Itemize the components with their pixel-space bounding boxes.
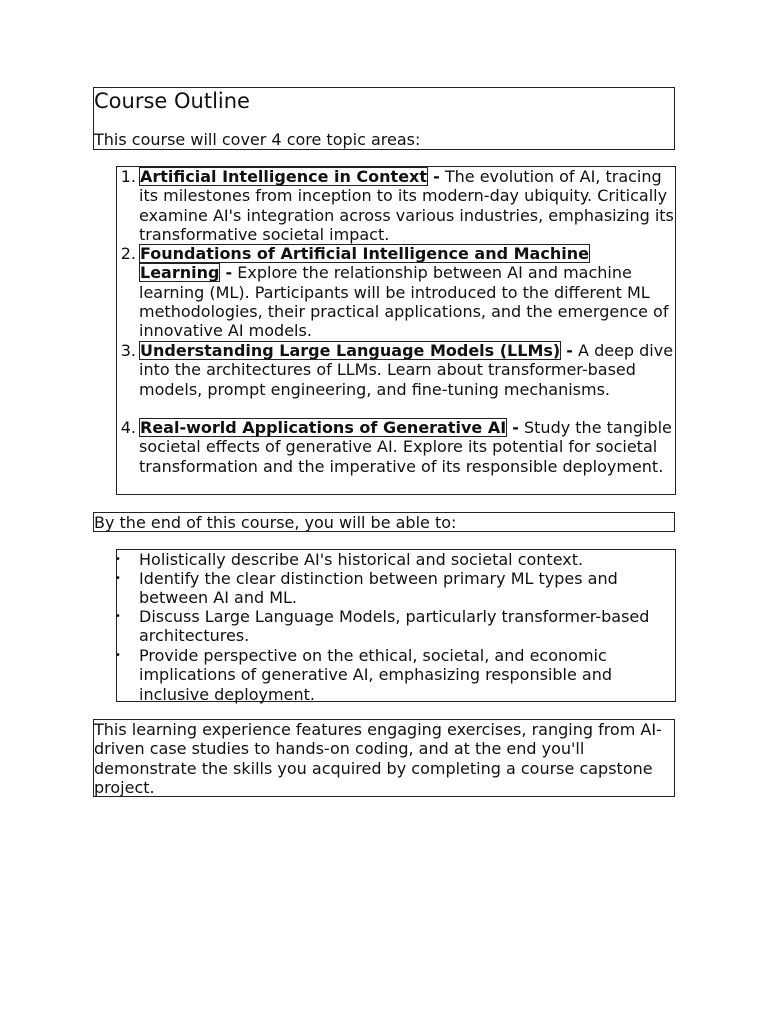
topics-list bbox=[116, 166, 676, 495]
topic-description-start: Study the bbox=[518, 418, 602, 437]
topic-title-line-2: Learning bbox=[140, 263, 220, 283]
outcome-item-2 bbox=[115, 569, 675, 608]
outcome-text: Identify the clear distinction between primary ML types and between AI and ML. bbox=[139, 569, 618, 608]
topic-title: Real-world Applications of Generative AI bbox=[140, 418, 507, 437]
intro-text: This course will cover 4 core topic areas: bbox=[94, 130, 421, 149]
topic-number: 1. bbox=[120, 167, 136, 186]
closing-section bbox=[93, 719, 675, 797]
topic-title: Understanding Large Language Models (LLMs) bbox=[140, 341, 561, 360]
outcome-text: Provide perspective on the ethical, societal, and economic implications of generative AI, emphasizing responsible and inclusive deployment. bbox=[139, 646, 613, 704]
bullet-icon: • bbox=[115, 554, 121, 565]
bullet-icon: • bbox=[115, 650, 121, 661]
topic-title-line-1: Foundations of Artificial Intelligence and Machine bbox=[140, 244, 589, 263]
topic-number: 4. bbox=[120, 418, 136, 437]
topic-separator: - bbox=[512, 418, 519, 437]
topic-number: 2. bbox=[120, 244, 136, 263]
page-title: Course Outline bbox=[94, 89, 250, 113]
topic-description: learning (ML). Participants will be introduced to the different ML methodologies, their practical applications, and the emergence of innovative AI models. bbox=[139, 282, 669, 341]
topic-item-4 bbox=[120, 418, 675, 476]
topic-item-2 bbox=[120, 244, 675, 341]
topic-separator: - bbox=[433, 167, 440, 186]
bullet-icon: • bbox=[115, 611, 121, 622]
bullet-icon: • bbox=[115, 573, 121, 584]
topic-item-3 bbox=[120, 341, 675, 399]
outcome-item-3 bbox=[115, 607, 675, 646]
topic-item-1 bbox=[120, 167, 675, 244]
intro-section bbox=[93, 87, 675, 150]
outcome-text: Discuss Large Language Models, particularly transformer-based architectures. bbox=[139, 607, 650, 646]
topic-number: 3. bbox=[120, 341, 136, 360]
topic-description-start: A bbox=[572, 341, 589, 360]
topic-title: Artificial Intelligence in Context bbox=[140, 167, 428, 186]
topic-description: tangible societal effects of generative AI. Explore its potential for societal transformation and the imperative of its responsible deployment. bbox=[139, 418, 672, 476]
topic-description: tracing its milestones from inception to its modern-day ubiquity. Critically examine AI's integration across various industries, emphasizing its transformative societal impact. bbox=[139, 167, 674, 244]
outcomes-list bbox=[116, 549, 676, 702]
outcomes-heading-section bbox=[93, 512, 675, 532]
topic-description-start: Explore the relationship between AI and machine bbox=[232, 263, 632, 283]
topic-separator: - bbox=[566, 341, 573, 360]
outcome-text: Holistically describe AI's historical and societal context. bbox=[139, 550, 584, 569]
outcome-item-1 bbox=[115, 550, 675, 569]
topic-description-start: The evolution of AI, bbox=[439, 167, 601, 186]
topic-separator: - bbox=[225, 263, 233, 283]
outcomes-heading: By the end of this course, you will be able to: bbox=[94, 513, 457, 532]
topic-description: deep dive into the architectures of LLMs. Learn about transformer-based models, prompt engineering, and fine-tuning mechanisms. bbox=[139, 341, 674, 399]
outcome-item-4 bbox=[115, 646, 675, 704]
closing-text: This learning experience features engaging exercises, ranging from AI-driven case studies to hands-on coding, and at the end you'll demonstrate the skills you acquired by completing a course capstone project. bbox=[94, 720, 662, 797]
